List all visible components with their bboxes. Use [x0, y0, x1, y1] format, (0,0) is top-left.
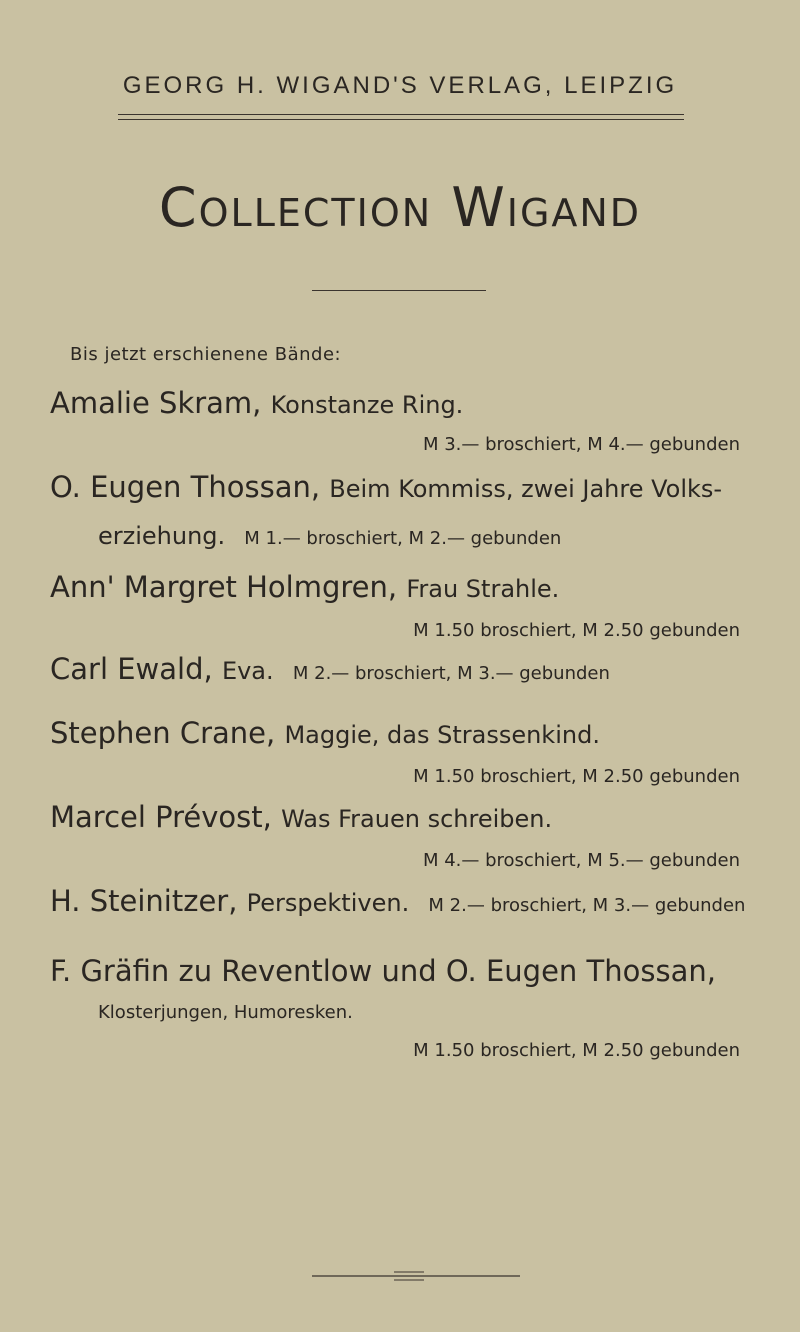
- entry-author: H. Steinitzer,: [50, 884, 238, 918]
- entry-work: Was Frauen schreiben.: [281, 805, 553, 833]
- entry-price: M 1.50 broschiert, M 2.50 gebunden: [413, 1040, 740, 1061]
- entry-2-line-1: [50, 470, 722, 504]
- short-rule: [312, 290, 486, 291]
- page-title: Collection Wigand: [158, 176, 642, 239]
- ornament-rule: [312, 1270, 520, 1282]
- entry-6-line-1: [50, 800, 552, 834]
- entry-5-line-1: [50, 716, 600, 750]
- publisher-header: GEORG H. WIGAND'S VERLAG, LEIPZIG: [122, 72, 678, 99]
- entry-work: Eva.: [221, 657, 274, 685]
- entry-4-line-1: [50, 652, 610, 686]
- entry-price: M 1.50 broschiert, M 2.50 gebunden: [413, 766, 740, 787]
- entry-author: O. Eugen Thossan,: [50, 470, 321, 504]
- entry-author: Ann' Margret Holmgren,: [50, 570, 398, 604]
- entry-price: M 2.— broschiert, M 3.— gebunden: [292, 663, 610, 684]
- entry-author: Stephen Crane,: [50, 716, 276, 750]
- entry-work: Beim Kommiss, zwei Jahre Volks-: [329, 475, 723, 503]
- entry-8-line-1: F. Gräfin zu Reventlow und O. Eugen Thossan,: [50, 954, 716, 988]
- entry-price: M 1.— broschiert, M 2.— gebunden: [244, 528, 562, 549]
- entry-work: Klosterjungen, Humoresken.: [98, 1002, 353, 1023]
- entry-work: Perspektiven.: [246, 889, 410, 917]
- entry-work: Konstanze Ring.: [270, 391, 464, 419]
- entry-author: Marcel Prévost,: [50, 800, 272, 834]
- double-rule: [118, 114, 684, 120]
- entry-work-continued: erziehung.: [98, 522, 226, 550]
- intro-text: Bis jetzt erschienene Bände:: [70, 344, 342, 365]
- entry-3-line-1: [50, 570, 559, 604]
- entry-7-line-1: [50, 884, 745, 918]
- entry-work: Maggie, das Strassenkind.: [284, 721, 600, 749]
- entry-work: Frau Strahle.: [406, 575, 560, 603]
- entry-price: M 4.— broschiert, M 5.— gebunden: [422, 850, 740, 871]
- entry-price: M 2.— broschiert, M 3.— gebunden: [428, 895, 746, 916]
- entry-1-line-1: [50, 386, 463, 420]
- entry-author: Amalie Skram,: [50, 386, 262, 420]
- entry-price: M 1.50 broschiert, M 2.50 gebunden: [413, 620, 740, 641]
- entry-author: Carl Ewald,: [50, 652, 213, 686]
- entry-2-line-2: [98, 522, 561, 550]
- entry-price: M 3.— broschiert, M 4.— gebunden: [422, 434, 740, 455]
